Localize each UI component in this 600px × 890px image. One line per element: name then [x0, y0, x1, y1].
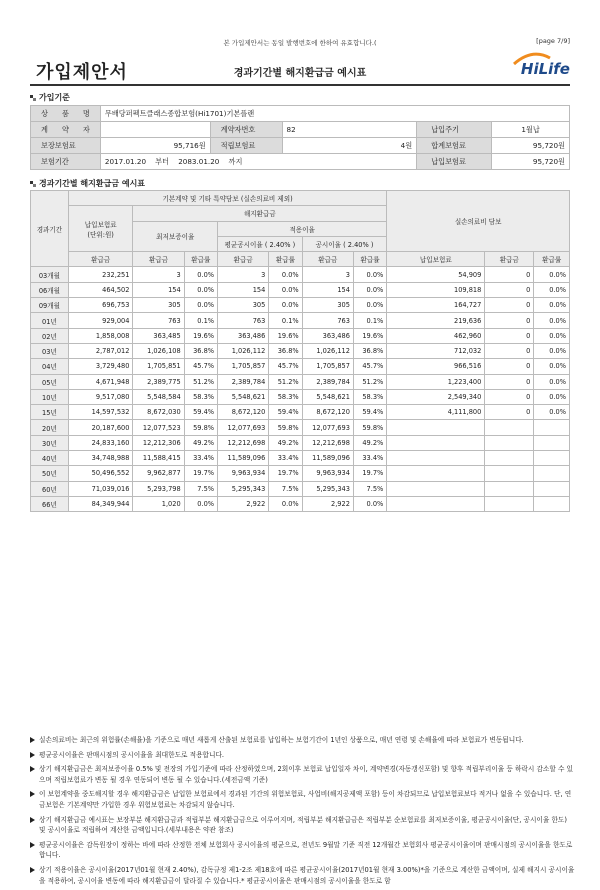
avg-rate-amount-cell: 12,212,698 [218, 435, 269, 450]
pub-rate-ratio-cell: 0.0% [353, 267, 386, 282]
med-paid-cell [387, 466, 485, 481]
paid-premium-cell: 84,349,944 [68, 496, 133, 511]
note-item: 상기 적용이율은 공시이율(2017년01월 현재 2.40%), 감독규정 제1-2조 제18호에 따른 평균공시이율(2017년01월 현재 3.00%)*을 기준으로 계산한 금액이며, 실제 해지시 공시이율을 적용하여, 공시이율 변동에 따라 해지환급금이 달라질 수 있습니다.* 평균공시이율은 판매시점의 공시이율을 한도로 함 [30, 865, 575, 886]
min-guar-amount-cell: 5,293,798 [133, 481, 184, 496]
note-item: 평균공시이율은 판매시점의 공시이율을 최대한도로 적용합니다. [30, 750, 575, 761]
med-paid-cell [387, 451, 485, 466]
med-ratio-cell [534, 466, 570, 481]
pub-rate-amount-cell: 12,212,698 [302, 435, 353, 450]
avg-rate-amount-cell: 11,589,096 [218, 451, 269, 466]
contractor-label: 계 약 자 [31, 122, 101, 138]
triangle-bullet-icon [30, 791, 35, 797]
min-guarantee-header: 최저보증이율 [133, 221, 218, 252]
pub-rate-amount-cell: 1,026,112 [302, 343, 353, 358]
min-guar-ratio-cell: 19.6% [184, 328, 217, 343]
min-guar-ratio-cell: 59.8% [184, 420, 217, 435]
table-row [31, 328, 570, 343]
med-amount-cell: 0 [485, 313, 534, 328]
note-item: 실손의료비는 최근의 위험률(손해율)을 기준으로 매년 새롭게 산출된 보험료를 납입하는 보험기간이 1년인 상품으로, 매년 연령 및 손해율에 따라 보험료가 변동됩니다. [30, 735, 575, 746]
pub-rate-ratio-cell: 7.5% [353, 481, 386, 496]
min-guar-amount-cell: 763 [133, 313, 184, 328]
min-guar-ratio-cell: 0.0% [184, 496, 217, 511]
med-paid-cell: 219,636 [387, 313, 485, 328]
pub-rate-ratio-cell: 19.7% [353, 466, 386, 481]
avg-rate-amount-cell: 1,705,857 [218, 359, 269, 374]
table-row [31, 313, 570, 328]
title-divider [30, 84, 570, 86]
min-guar-amount-cell: 8,672,030 [133, 405, 184, 420]
avg-rate-ratio-cell: 0.0% [269, 267, 302, 282]
avg-rate-amount-cell: 763 [218, 313, 269, 328]
paid-premium-cell: 464,502 [68, 282, 133, 297]
amount-header: 환급금 [302, 252, 353, 267]
med-amount-cell [485, 435, 534, 450]
pub-rate-ratio-cell: 36.8% [353, 343, 386, 358]
contract-no-label: 계약자번호 [210, 122, 282, 138]
min-guar-amount-cell: 9,962,877 [133, 466, 184, 481]
validity-note: 본 가입제안서는 동일 발행번호에 한하여 유효합니다.( [223, 39, 377, 47]
avg-rate-ratio-cell: 59.8% [269, 420, 302, 435]
min-guar-amount-cell: 11,588,415 [133, 451, 184, 466]
paid-premium-cell: 9,517,080 [68, 389, 133, 404]
med-amount-cell [485, 420, 534, 435]
triangle-bullet-icon [30, 766, 35, 772]
note-item: 이 보험계약을 중도해지할 경우 해지환급금은 납입한 보험료에서 경과된 기간의 위험보험료, 사업비(해지공제액 포함) 등이 차감되므로 납입보험료보다 적거나 없을 수 있습니다. 단, 연금보험은 기본계약만 가입한 경우 위험보험료는 차감되지 않습니다. [30, 789, 575, 810]
period-cell: 05년 [31, 374, 69, 389]
period-label: 보험기간 [31, 154, 101, 170]
total-premium-label: 합계보험료 [417, 138, 492, 154]
basis-table [30, 105, 570, 170]
pub-rate-amount-cell: 154 [302, 282, 353, 297]
accum-premium-label: 적립보험료 [210, 138, 282, 154]
min-guar-ratio-cell: 0.0% [184, 282, 217, 297]
med-paid-cell: 2,549,340 [387, 389, 485, 404]
pub-rate-amount-cell: 5,548,621 [302, 389, 353, 404]
med-ratio-cell: 0.0% [534, 282, 570, 297]
paid-premium-cell: 3,729,480 [68, 359, 133, 374]
min-guar-ratio-cell: 51.2% [184, 374, 217, 389]
med-ratio-cell: 0.0% [534, 405, 570, 420]
pub-rate-ratio-cell: 0.0% [353, 282, 386, 297]
period-cell: 15년 [31, 405, 69, 420]
med-paid-header: 납입보험료 [387, 252, 485, 267]
med-paid-cell: 54,909 [387, 267, 485, 282]
page-title: 경과기간별 해지환급금 예시표 [233, 68, 367, 79]
med-paid-cell [387, 481, 485, 496]
avg-rate-ratio-cell: 45.7% [269, 359, 302, 374]
avg-rate-amount-cell: 8,672,120 [218, 405, 269, 420]
amount-header: 환급금 [133, 252, 184, 267]
period-cell: 66년 [31, 496, 69, 511]
table-row [31, 389, 570, 404]
pub-rate-amount-cell: 305 [302, 298, 353, 313]
pub-rate-amount-cell: 3 [302, 267, 353, 282]
paid-premium-cell: 1,858,008 [68, 328, 133, 343]
avg-rate-amount-cell: 1,026,112 [218, 343, 269, 358]
med-paid-cell [387, 435, 485, 450]
min-guar-ratio-cell: 19.7% [184, 466, 217, 481]
avg-rate-amount-cell: 363,486 [218, 328, 269, 343]
med-amount-cell: 0 [485, 343, 534, 358]
notes [30, 735, 575, 890]
min-guar-amount-cell: 12,212,306 [133, 435, 184, 450]
min-guar-ratio-cell: 33.4% [184, 451, 217, 466]
period-cell: 09개월 [31, 298, 69, 313]
table-row [31, 374, 570, 389]
pub-rate-ratio-cell: 45.7% [353, 359, 386, 374]
period-cell: 04년 [31, 359, 69, 374]
pub-rate-amount-cell: 763 [302, 313, 353, 328]
pub-rate-ratio-cell: 33.4% [353, 451, 386, 466]
min-guar-ratio-cell: 59.4% [184, 405, 217, 420]
paid-premium-cell: 4,671,948 [68, 374, 133, 389]
med-amount-cell: 0 [485, 328, 534, 343]
note-item: 상기 해지환급금 예시표는 보장부분 해지환급금과 적립부분 해지환급금으로 이루어지며, 적립부분 해지환급금은 적립부분 순보험료를 최저보증이율, 평균공시이율(단, 공시이율 한도) 및 공시이율로 적립하여 계산한 금액입니다.(세부내용은 약관 참조) [30, 815, 575, 836]
pub-rate-ratio-cell: 59.4% [353, 405, 386, 420]
table-row [31, 343, 570, 358]
med-amount-cell [485, 451, 534, 466]
pay-cycle-label: 납입주기 [417, 122, 492, 138]
refund-header: 해지환급금 [133, 206, 387, 221]
med-amount-cell: 0 [485, 282, 534, 297]
med-amount-cell [485, 466, 534, 481]
avg-rate-amount-cell: 154 [218, 282, 269, 297]
table-row [31, 420, 570, 435]
min-guar-amount-cell: 12,077,523 [133, 420, 184, 435]
elapsed-header: 경과기간 [31, 191, 69, 267]
amount-header: 환급금 [68, 252, 133, 267]
avg-rate-ratio-cell: 58.3% [269, 389, 302, 404]
min-guar-amount-cell: 305 [133, 298, 184, 313]
avg-rate-amount-cell: 5,548,621 [218, 389, 269, 404]
min-guar-ratio-cell: 0.1% [184, 313, 217, 328]
paid-premium-cell: 2,787,012 [68, 343, 133, 358]
period-cell: 01년 [31, 313, 69, 328]
med-amount-cell: 0 [485, 359, 534, 374]
paid-premium-cell: 20,187,600 [68, 420, 133, 435]
avg-rate-ratio-cell: 49.2% [269, 435, 302, 450]
triangle-bullet-icon [30, 842, 35, 848]
med-ratio-cell: 0.0% [534, 313, 570, 328]
note-item: 상기 해지환급금은 최저보증이율 0.5% 및 전장의 가입기준에 따라 산정하였으며, 2회이후 보험료 납입일자 차이, 계약변경(자동갱신포함) 및 향후 적립부리이율 등 하락시 감소할 수 있으며 적립보험료가 변동 될 경우 연동되어 변동 될 수 있습니다.(세전금액 기준) [30, 764, 575, 785]
avg-rate-ratio-cell: 0.0% [269, 298, 302, 313]
paid-premium-cell: 696,753 [68, 298, 133, 313]
paid-premium-cell: 71,039,016 [68, 481, 133, 496]
paid-premium-cell: 50,496,552 [68, 466, 133, 481]
pub-rate-amount-cell: 363,486 [302, 328, 353, 343]
paid-premium-cell: 24,833,160 [68, 435, 133, 450]
pub-rate-ratio-cell: 49.2% [353, 435, 386, 450]
min-guar-ratio-cell: 49.2% [184, 435, 217, 450]
avg-rate-ratio-cell: 0.0% [269, 282, 302, 297]
med-amount-cell: 0 [485, 374, 534, 389]
pub-rate-ratio-cell: 58.3% [353, 389, 386, 404]
guarantee-premium-label: 보장보험료 [31, 138, 101, 154]
med-ratio-cell [534, 481, 570, 496]
paid-premium-cell: 34,748,988 [68, 451, 133, 466]
avg-rate-amount-cell: 305 [218, 298, 269, 313]
avg-rate-amount-cell: 3 [218, 267, 269, 282]
med-paid-cell: 966,516 [387, 359, 485, 374]
pub-rate-amount-cell: 2,922 [302, 496, 353, 511]
table-row [31, 267, 570, 282]
guarantee-premium-value: 95,716원 [100, 138, 210, 154]
medical-header: 실손의료비 담보 [387, 191, 570, 252]
table-row [31, 451, 570, 466]
pub-rate-ratio-cell: 51.2% [353, 374, 386, 389]
period-cell: 10년 [31, 389, 69, 404]
table-row [31, 481, 570, 496]
table-row [31, 282, 570, 297]
pub-rate-amount-cell: 12,077,693 [302, 420, 353, 435]
med-paid-cell: 1,223,400 [387, 374, 485, 389]
ratio-header: 환급률 [353, 252, 386, 267]
table-row [31, 496, 570, 511]
triangle-bullet-icon [30, 737, 35, 743]
section-basis-title: 가입기준 [30, 92, 70, 103]
table-row [31, 298, 570, 313]
avg-rate-amount-cell: 5,295,343 [218, 481, 269, 496]
pub-rate-header: 공시이율 ( 2.40% ) [302, 236, 387, 251]
avg-rate-ratio-cell: 51.2% [269, 374, 302, 389]
med-amount-cell: 0 [485, 298, 534, 313]
table-row [31, 359, 570, 374]
period-cell: 06개월 [31, 282, 69, 297]
med-ratio-cell: 0.0% [534, 328, 570, 343]
min-guar-ratio-cell: 45.7% [184, 359, 217, 374]
med-paid-cell: 109,818 [387, 282, 485, 297]
period-value: 2017.01.20 부터 2083.01.20 까지 [100, 154, 416, 170]
period-cell: 02년 [31, 328, 69, 343]
min-guar-amount-cell: 3 [133, 267, 184, 282]
med-ratio-cell: 0.0% [534, 389, 570, 404]
product-value: 무배당퍼펙트클래스종합보험(Hi1701)기본플랜 [100, 106, 569, 122]
med-amount-cell [485, 496, 534, 511]
note-item: 평균공시이율은 감독원장이 정하는 바에 따라 산정한 전체 보험회사 공시이율의 평균으로, 전년도 9월말 기준 직전 12개월간 보험회사 평균공시이율이며 판매시점의 공시이율을 한도로 합니다. [30, 840, 575, 861]
pub-rate-ratio-cell: 0.1% [353, 313, 386, 328]
refund-rows [31, 267, 570, 512]
period-cell: 40년 [31, 451, 69, 466]
ratio-header: 환급률 [269, 252, 302, 267]
paid-premium-cell: 232,251 [68, 267, 133, 282]
pay-cycle-value: 1월납 [492, 122, 570, 138]
min-guar-amount-cell: 2,389,775 [133, 374, 184, 389]
min-guar-amount-cell: 363,485 [133, 328, 184, 343]
amount-header: 환급금 [485, 252, 534, 267]
period-cell: 03개월 [31, 267, 69, 282]
period-cell: 20년 [31, 420, 69, 435]
period-cell: 60년 [31, 481, 69, 496]
accum-premium-value: 4원 [282, 138, 417, 154]
period-cell: 30년 [31, 435, 69, 450]
avg-rate-amount-cell: 2,389,784 [218, 374, 269, 389]
med-amount-cell [485, 481, 534, 496]
table-row [31, 405, 570, 420]
med-ratio-cell [534, 420, 570, 435]
pay-premium-label: 납입보험료 [417, 154, 492, 170]
logo-text: HiLife [520, 60, 570, 78]
pub-rate-ratio-cell: 0.0% [353, 298, 386, 313]
med-ratio-cell: 0.0% [534, 298, 570, 313]
avg-rate-ratio-cell: 19.7% [269, 466, 302, 481]
min-guar-amount-cell: 1,020 [133, 496, 184, 511]
med-ratio-cell [534, 496, 570, 511]
paid-premium-cell: 14,597,532 [68, 405, 133, 420]
pub-rate-amount-cell: 5,295,343 [302, 481, 353, 496]
med-ratio-cell: 0.0% [534, 359, 570, 374]
pay-premium-value: 95,720원 [492, 154, 570, 170]
section-refund-title: 경과기간별 해지환급금 예시표 [30, 178, 145, 189]
med-amount-cell: 0 [485, 267, 534, 282]
med-ratio-cell: 0.0% [534, 267, 570, 282]
period-cell: 03년 [31, 343, 69, 358]
avg-rate-ratio-cell: 0.1% [269, 313, 302, 328]
med-amount-cell: 0 [485, 389, 534, 404]
min-guar-ratio-cell: 7.5% [184, 481, 217, 496]
min-guar-ratio-cell: 36.8% [184, 343, 217, 358]
min-guar-ratio-cell: 0.0% [184, 267, 217, 282]
period-cell: 50년 [31, 466, 69, 481]
applied-rate-header: 적용이율 [218, 221, 387, 236]
min-guar-ratio-cell: 0.0% [184, 298, 217, 313]
avg-rate-ratio-cell: 19.6% [269, 328, 302, 343]
avg-rate-amount-cell: 9,963,934 [218, 466, 269, 481]
hilife-logo [490, 52, 570, 80]
avg-rate-ratio-cell: 0.0% [269, 496, 302, 511]
pub-rate-amount-cell: 8,672,120 [302, 405, 353, 420]
paid-premium-cell: 929,004 [68, 313, 133, 328]
min-guar-amount-cell: 154 [133, 282, 184, 297]
amount-header: 환급금 [218, 252, 269, 267]
pub-rate-ratio-cell: 19.6% [353, 328, 386, 343]
med-paid-cell: 4,111,800 [387, 405, 485, 420]
ratio-header: 환급률 [534, 252, 570, 267]
avg-rate-ratio-cell: 59.4% [269, 405, 302, 420]
total-premium-value: 95,720원 [492, 138, 570, 154]
ratio-header: 환급률 [184, 252, 217, 267]
min-guar-ratio-cell: 58.3% [184, 389, 217, 404]
avg-rate-ratio-cell: 36.8% [269, 343, 302, 358]
min-guar-amount-cell: 1,705,851 [133, 359, 184, 374]
pub-rate-amount-cell: 11,589,096 [302, 451, 353, 466]
avg-rate-amount-cell: 12,077,693 [218, 420, 269, 435]
med-paid-cell [387, 496, 485, 511]
table-row [31, 435, 570, 450]
min-guar-amount-cell: 1,026,108 [133, 343, 184, 358]
pub-rate-ratio-cell: 59.8% [353, 420, 386, 435]
product-label: 상 품 명 [31, 106, 101, 122]
med-paid-cell: 164,727 [387, 298, 485, 313]
med-ratio-cell [534, 435, 570, 450]
med-ratio-cell: 0.0% [534, 374, 570, 389]
basic-group-header: 기본계약 및 기타 특약담보 (실손의료비 제외) [68, 191, 386, 206]
med-ratio-cell [534, 451, 570, 466]
document-title: 가입제안서 [36, 62, 128, 83]
refund-table [30, 190, 570, 512]
section-bullet-icon [30, 181, 36, 187]
pub-rate-amount-cell: 2,389,784 [302, 374, 353, 389]
med-paid-cell [387, 420, 485, 435]
avg-rate-ratio-cell: 33.4% [269, 451, 302, 466]
med-paid-cell: 712,032 [387, 343, 485, 358]
triangle-bullet-icon [30, 867, 35, 873]
pub-rate-amount-cell: 9,963,934 [302, 466, 353, 481]
med-ratio-cell: 0.0% [534, 343, 570, 358]
triangle-bullet-icon [30, 752, 35, 758]
contractor-value [100, 122, 210, 138]
avg-rate-ratio-cell: 7.5% [269, 481, 302, 496]
contract-no-value: 82 [282, 122, 417, 138]
pub-rate-amount-cell: 1,705,857 [302, 359, 353, 374]
min-guar-amount-cell: 5,548,584 [133, 389, 184, 404]
table-row [31, 466, 570, 481]
page-number: [page 7/9] [536, 37, 570, 45]
triangle-bullet-icon [30, 817, 35, 823]
pub-rate-ratio-cell: 0.0% [353, 496, 386, 511]
med-amount-cell: 0 [485, 405, 534, 420]
avg-rate-header: 평균공시이율 ( 2.40% ) [218, 236, 303, 251]
paid-premium-header: 납입보험료 (단위:원) [68, 206, 133, 252]
avg-rate-amount-cell: 2,922 [218, 496, 269, 511]
section-bullet-icon [30, 95, 36, 101]
med-paid-cell: 462,960 [387, 328, 485, 343]
